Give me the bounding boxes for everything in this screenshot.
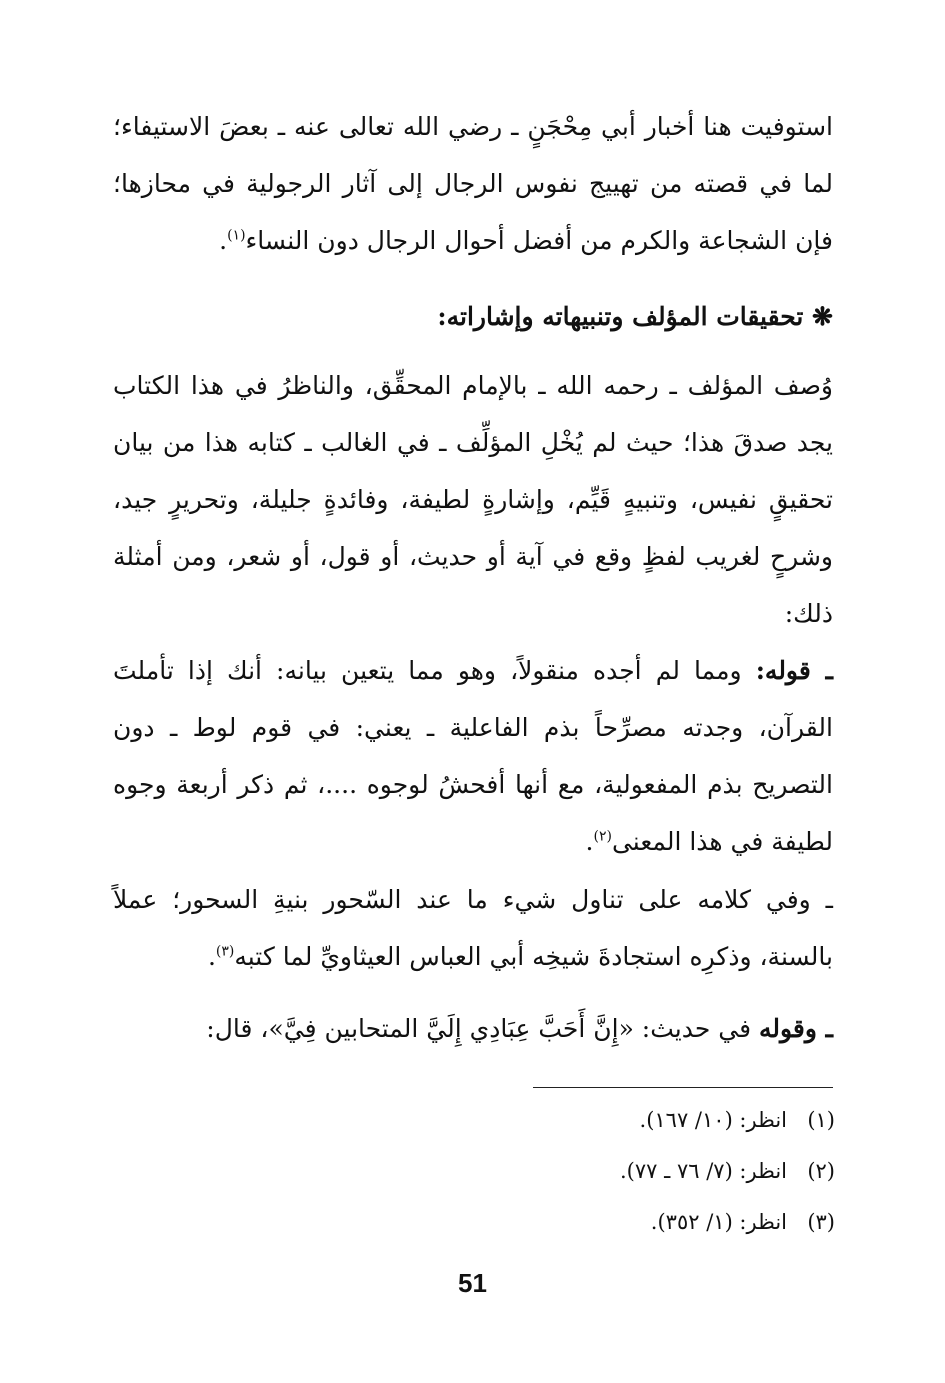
paragraph-text: ـ وفي كلامه على تناول شيء ما عند السّحور بنيةِ السحور؛ عملاً بالسنة، وذكرِه استجادةَ شيخِه أبي العباس العيثاويِّ لما كتبه xyxy=(113,885,833,971)
footnote-number: (٢) xyxy=(807,1159,835,1183)
paragraph-abu-mihjan xyxy=(113,98,833,269)
paragraph-end: . xyxy=(219,226,228,255)
paragraph-hadith xyxy=(113,1000,833,1057)
paragraph-quote-1 xyxy=(113,642,833,870)
paragraph-text: استوفيت هنا أخبار أبي مِحْجَنٍ ـ رضي الله تعالى عنه ـ بعضَ الاستيفاء؛ لما في قصته من تهييج نفوس الرجال إلى آثار الرجولية في محازها؛ فإن الشجاعة والكرم من أفضل أحوال الرجال دون النساء xyxy=(113,112,833,255)
paragraph-end: . xyxy=(585,827,594,856)
paragraph-suhur xyxy=(113,871,833,985)
paragraph-text: ومما لم أجده منقولاً، وهو مما يتعين بيانه: أنك إذا تأملتَ القرآن، وجدته مصرِّحاً بذم الفاعلية ـ يعني: في قوم لوط ـ دون التصريح بذم المفعولية، مع أنها أفحشُ لوجوه ....، ثم ذكر أربعة وجوه لطيفة في هذا المعنى xyxy=(113,656,833,856)
footnote-text: انظر: (٧/ ٧٦ ـ ٧٧). xyxy=(620,1159,787,1183)
footnote-number: (١) xyxy=(807,1108,835,1132)
section-heading: ❋ تحقيقات المؤلف وتنبيهاته وإشاراته: xyxy=(437,302,833,331)
paragraph-lead: ـ قوله: xyxy=(755,656,833,685)
page-number: 51 xyxy=(458,1268,487,1298)
paragraph-text: وُصف المؤلف ـ رحمه الله ـ بالإمام المحقِّق، والناظرُ في هذا الكتاب يجد صدقَ هذا؛ حيث لم يُخْلِ المؤلِّف ـ في الغالب ـ كتابه هذا من بيان تحقيقٍ نفيس، وتنبيهٍ قَيِّم، وإشارةٍ لطيفة، وفائدةٍ جليلة، وتحريرٍ جيد، وشرحٍ لغريب لفظٍ وقع في آية أو حديث، أو قول، أو شعر، ومن أمثلة ذلك: xyxy=(113,371,833,628)
footnote-3 xyxy=(115,1197,835,1248)
footnote-text: انظر: (١/ ٣٥٢). xyxy=(650,1210,787,1234)
footnote-ref-3[interactable]: (٣) xyxy=(215,943,235,960)
footnote-number: (٣) xyxy=(807,1210,835,1234)
footnote-ref-1[interactable]: (١) xyxy=(227,227,246,244)
paragraph-text: في حديث: «إِنَّ أَحَبَّ عِبَادِي إِلَيَّ المتحابين فِيَّ»، قال: xyxy=(206,1014,759,1043)
paragraph-end: . xyxy=(207,942,216,971)
paragraph-lead: ـ وقوله xyxy=(759,1014,833,1043)
footnote-ref-2[interactable]: (٢) xyxy=(593,828,612,845)
footnote-separator xyxy=(533,1087,833,1088)
footnotes xyxy=(115,1095,835,1248)
paragraph-author-description xyxy=(113,357,833,642)
footnote-2 xyxy=(115,1146,835,1197)
footnote-text: انظر: (١٠/ ١٦٧). xyxy=(639,1108,787,1132)
footnote-1 xyxy=(115,1095,835,1146)
